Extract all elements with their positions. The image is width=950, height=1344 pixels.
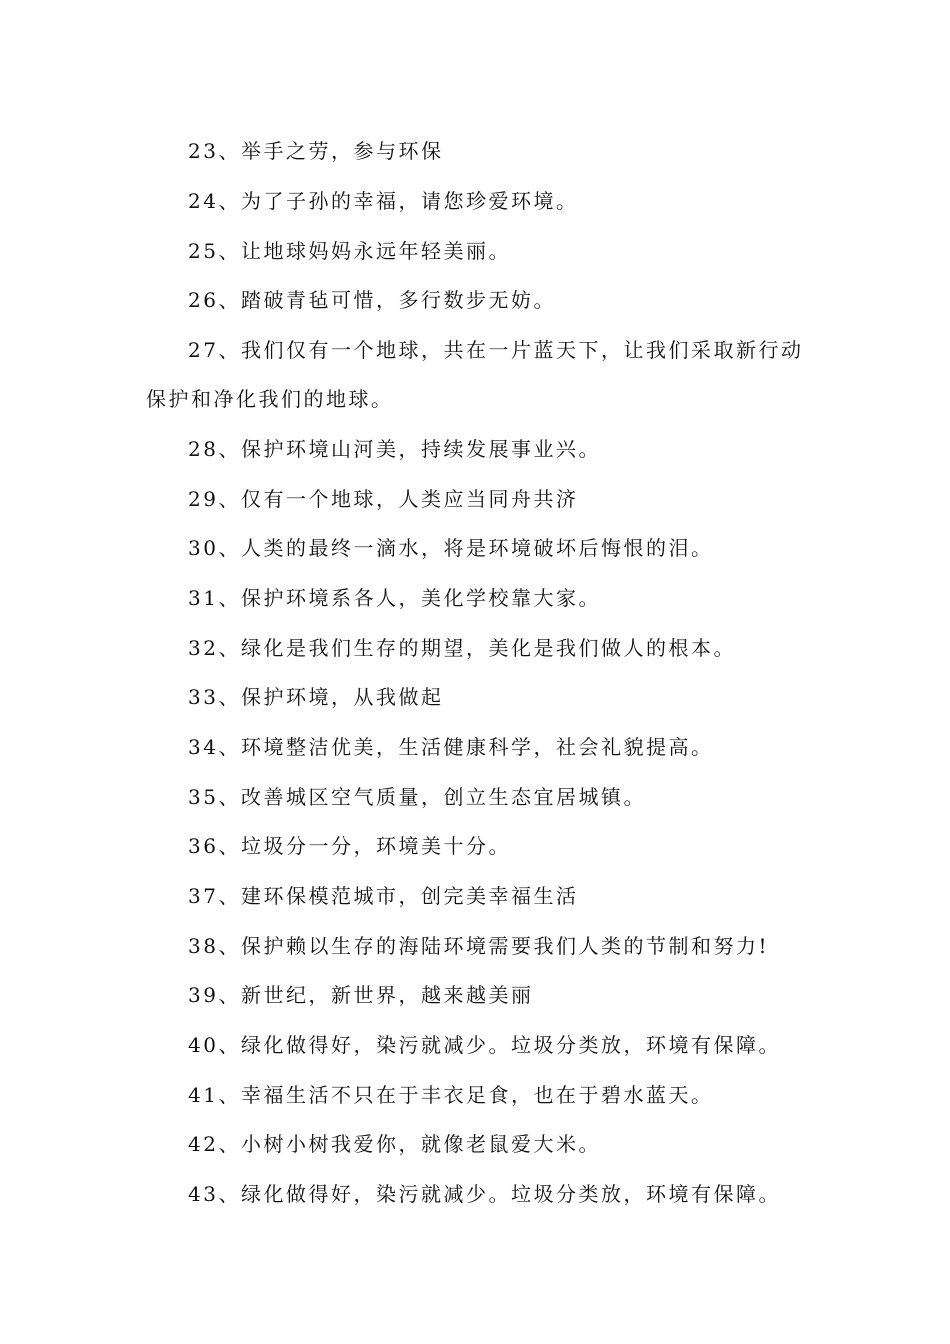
- text-line: 42、小树小树我爱你，就像老鼠爱大米。: [188, 1132, 601, 1156]
- text-line: 29、仅有一个地球，人类应当同舟共济: [188, 487, 579, 511]
- text-line: 35、改善城区空气质量，创立生态宜居城镇。: [188, 785, 646, 809]
- text-line: 28、保护环境山河美，持续发展事业兴。: [188, 437, 601, 461]
- text-line: 41、幸福生活不只在于丰衣足食，也在于碧水蓝天。: [188, 1083, 714, 1107]
- text-line: 32、绿化是我们生存的期望，美化是我们做人的根本。: [188, 636, 736, 660]
- text-line: 37、建环保模范城市，创完美幸福生活: [188, 884, 579, 908]
- text-line: 38、保护赖以生存的海陆环境需要我们人类的节制和努力!: [188, 934, 769, 958]
- text-line: 31、保护环境系各人，美化学校靠大家。: [188, 586, 601, 610]
- text-line: 40、绿化做得好，染污就减少。垃圾分类放，环境有保障。: [188, 1033, 781, 1057]
- text-line: 25、让地球妈妈永远年轻美丽。: [188, 239, 511, 263]
- text-line-continuation: 保护和净化我们的地球。: [146, 387, 394, 411]
- text-line: 39、新世纪，新世界，越来越美丽: [188, 983, 534, 1007]
- text-line: 26、踏破青毡可惜，多行数步无妨。: [188, 288, 556, 312]
- text-line: 27、我们仅有一个地球，共在一片蓝天下，让我们采取新行动: [188, 338, 804, 362]
- text-line: 30、人类的最终一滴水，将是环境破坏后悔恨的泪。: [188, 536, 714, 560]
- text-line: 23、举手之劳，参与环保: [188, 139, 444, 163]
- text-line: 43、绿化做得好，染污就减少。垃圾分类放，环境有保障。: [188, 1182, 781, 1206]
- text-line: 34、环境整洁优美，生活健康科学，社会礼貌提高。: [188, 735, 714, 759]
- text-line: 24、为了子孙的幸福，请您珍爱环境。: [188, 189, 579, 213]
- text-line: 36、垃圾分一分，环境美十分。: [188, 834, 511, 858]
- text-line: 33、保护环境，从我做起: [188, 685, 444, 709]
